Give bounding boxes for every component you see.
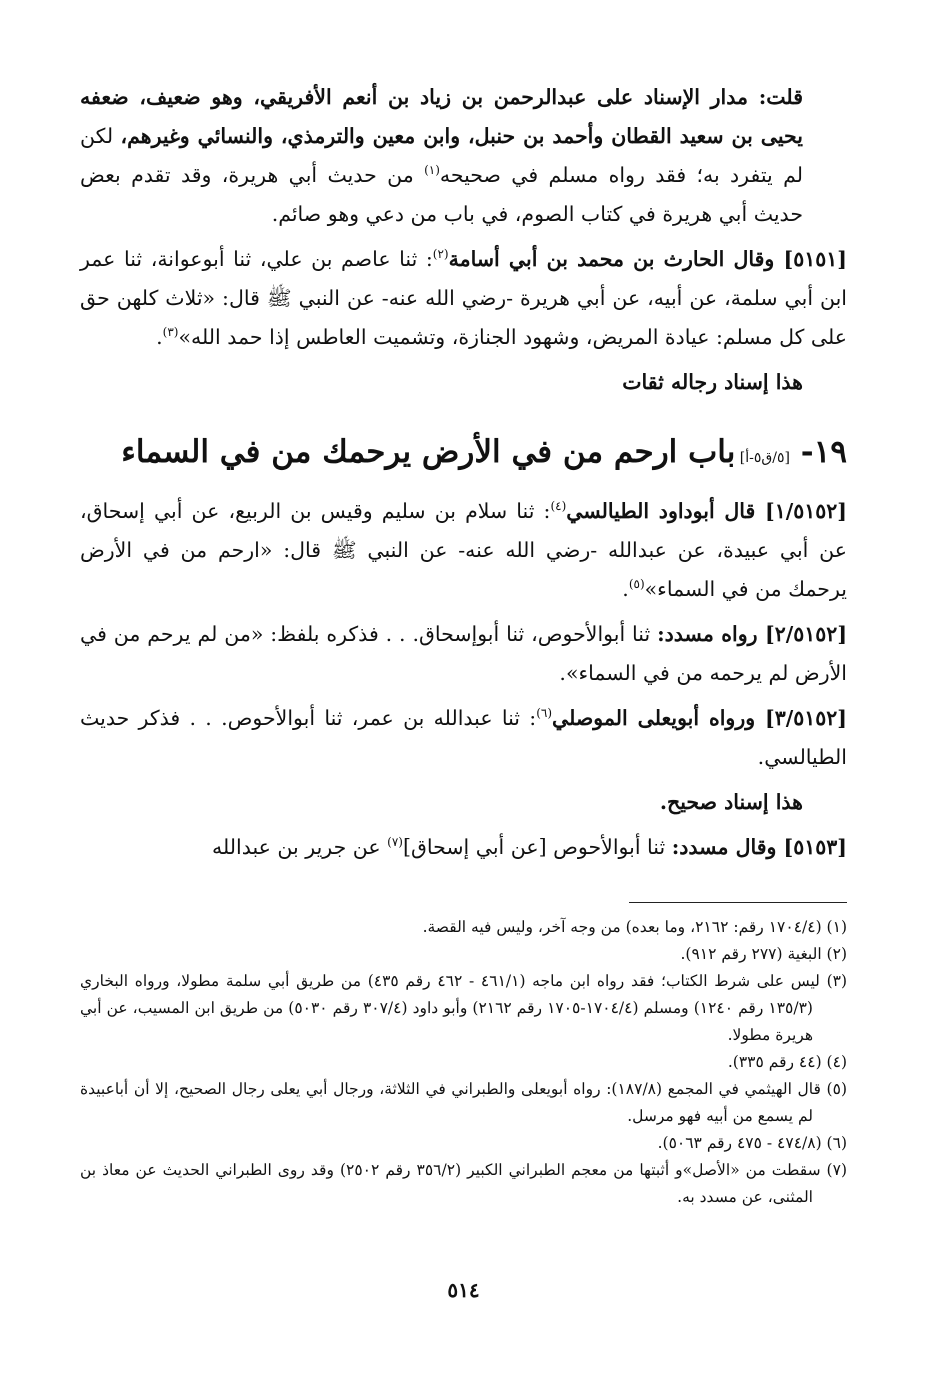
hadith-heading: [٥١٥١] وقال الحارث بن محمد بن أبي أسامة <box>448 247 847 271</box>
body-text: : ثنا عاصم بن علي، ثنا أبوعوانة، ثنا عمر ابن أبي سلمة، عن أبيه، عن أبي هريرة -رضي الله عنه- عن النبي ﷺ قال: «ثلاث كلهن حق على كل مسلم: عيادة المريض، وشهود الجنازة، وتشميت العاطس إذا حمد الله» <box>80 247 847 349</box>
hadith-heading: [١/٥١٥٢] قال أبوداود الطيالسي <box>566 499 847 523</box>
paragraph-label: قلت: <box>748 85 803 109</box>
footnote-ref: (٧) <box>387 835 403 850</box>
footnote-6: (٦) (٤٧٤/٨ - ٤٧٥ رقم ٥٠٦٣). <box>657 1134 847 1152</box>
isnad-grading: هذا إسناد رجاله ثقات <box>622 370 803 394</box>
body-text: . <box>156 325 163 349</box>
footnote-3: (٣) ليس على شرط الكتاب؛ فقد رواه ابن ماجه (٤٦١/١ - ٤٦٢ رقم ٤٣٥) من طريق أبي سلمة مطولا، ورواه البخاري (١٣٥/٣ رقم ١٢٤٠) ومسلم (١٧٠٤/٤-١٧٠٥ رقم ٢١٦٢) وأبو داود (٣٠٧/٤ رقم ٥٠٣٠) من طريق ابن المسيب، عن أبي هريرة مطولا. <box>80 972 848 1044</box>
hadith-heading: [٥١٥٣] وقال مسدد: <box>671 835 847 859</box>
footnote-5: (٥) قال الهيثمي في المجمع (١٨٧/٨): رواه أبويعلى والطبراني في الثلاثة، ورجال أبي يعلى رجال الصحيح، إلا أن أباعبيدة لم يسمع من أبيه فهو مرسل. <box>80 1080 847 1125</box>
footnote-ref: (١) <box>424 163 440 178</box>
chapter-title: باب ارحم من في الأرض يرحمك من في السماء <box>121 434 736 470</box>
body-text: : ثنا عبدالله بن عمر، ثنا أبوالأحوص. . . فذكر حديث الطيالسي. <box>80 706 847 769</box>
chapter-heading <box>80 428 847 482</box>
page-number: ٥١٤ <box>447 1278 480 1302</box>
body-text: ثنا أبوالأحوص [عن أبي إسحاق] <box>402 835 672 859</box>
body-text: لكن لم يتفرد به؛ فقد رواه مسلم في صحيحه <box>80 124 804 187</box>
hadith-5152-1 <box>80 492 847 609</box>
body-text: : ثنا سلام بن سليم وقيس بن الربيع، عن أبي إسحاق، عن أبي عبيدة، عن عبدالله -رضي الله عنه- عن النبي ﷺ قال: «ارحم من في الأرض يرحمك من في السماء» <box>80 499 847 601</box>
body-text: . <box>622 577 629 601</box>
main-text-top <box>80 78 847 408</box>
hadith-heading: [٣/٥١٥٢] ورواه أبويعلى الموصلي <box>552 706 847 730</box>
chapter-number: ١٩- <box>790 434 847 470</box>
footnote-divider <box>629 902 847 903</box>
body-text: عن جرير بن عبدالله <box>212 835 388 859</box>
footnote-ref: (٤) <box>550 499 567 514</box>
footnotes <box>80 914 847 1211</box>
footnote-4: (٤) (٤٤ رقم ٣٣٥). <box>727 1053 847 1071</box>
footnote-ref: (٦) <box>536 706 553 721</box>
footnote-ref: (٢) <box>432 247 449 262</box>
hadith-5152-2 <box>80 615 847 693</box>
paragraph-qultu <box>80 78 847 234</box>
hadith-5151 <box>80 240 847 357</box>
footnote-ref: (٥) <box>628 577 645 592</box>
footnote-ref: (٣) <box>162 325 179 340</box>
body-text: ثنا أبوالأحوص، ثنا أبوإسحاق. . . فذكره بلفظ: «من لم يرحم من في الأرض لم يرحمه من في السماء». <box>80 622 847 685</box>
hadith-5153 <box>80 828 847 867</box>
bold-text: مدار الإسناد على عبدالرحمن بن زياد بن أنعم الأفريقي، وهو ضعيف، ضعفه يحيى بن سعيد القطان وأحمد بن حنبل، وابن معين والترمذي، والنسائي وغيرهم، <box>80 85 803 148</box>
footnote-7: (٧) سقطت من «الأصل»و أثبتها من معجم الطبراني الكبير (٣٥٦/٢ رقم ٢٥٠٢) وقد روى الطبراني الحديث عن معاذ بن المثنى، عن مسدد به. <box>80 1161 847 1206</box>
footnote-2: (٢) البغية (٢٧٧ رقم ٩١٢). <box>680 945 847 963</box>
hadith-heading: [٢/٥١٥٢] رواه مسدد: <box>657 622 848 646</box>
isnad-grading: هذا إسناد صحيح. <box>659 790 803 814</box>
footnote-1: (١) (١٧٠٤/٤ رقم: ٢١٦٢، وما بعده) من وجه آخر، وليس فيه القصة. <box>422 918 847 936</box>
manuscript-ref: [٥/ق٥-أ] <box>735 450 791 466</box>
main-text-body <box>80 492 847 873</box>
body-text: من حديث أبي هريرة، وقد تقدم بعض حديث أبي هريرة في كتاب الصوم، في باب من دعي وهو صائم. <box>80 163 803 226</box>
hadith-5152-3 <box>80 699 847 777</box>
